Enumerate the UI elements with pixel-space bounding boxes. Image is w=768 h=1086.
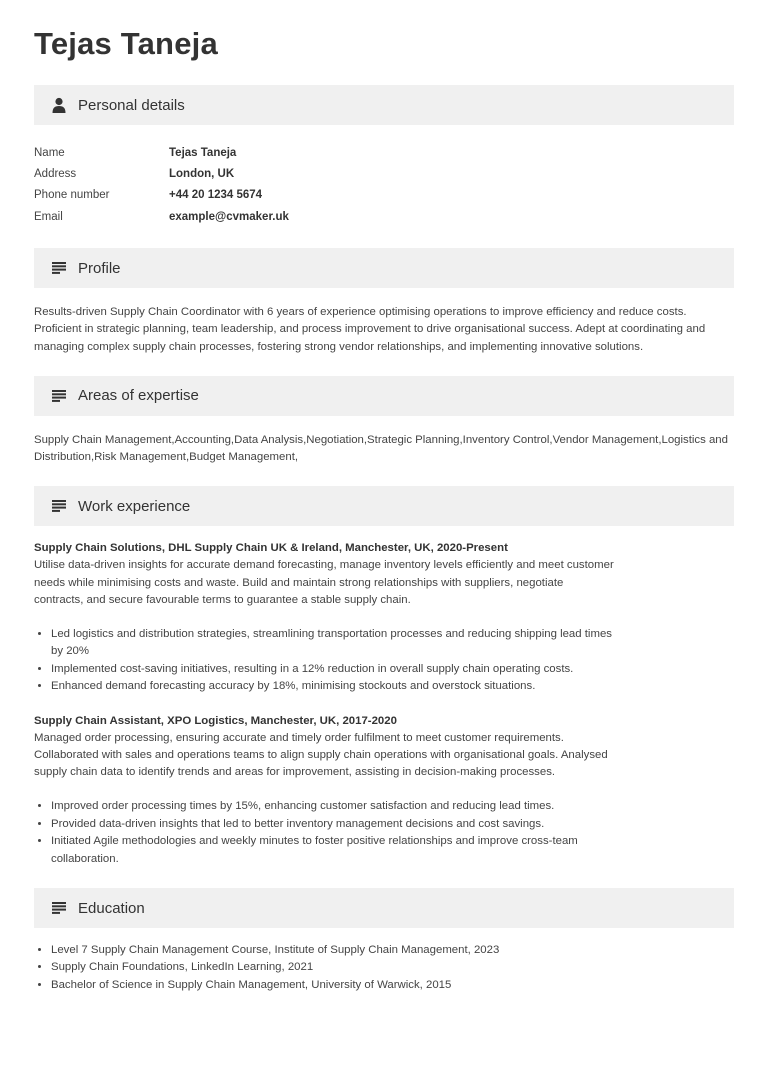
list-item: • Supply Chain Foundations, LinkedIn Learning, 2021 [51,959,734,976]
list-item: • Provided data-driven insights that led to better inventory management decisions and cost savings. [51,816,614,833]
detail-row-address [34,163,734,184]
section-header-profile [34,248,734,288]
section-title-work-experience: Work experience [78,497,191,515]
text-lines-icon [50,497,68,515]
person-icon [50,96,68,114]
education-list [34,942,734,994]
section-header-work-experience [34,486,734,526]
section-title-expertise: Areas of expertise [78,387,199,405]
text-lines-icon [50,899,68,917]
job-achievements [34,798,614,868]
section-title-profile: Profile [78,259,121,277]
section-header-personal-details [34,85,734,125]
job-title: Supply Chain Assistant, XPO Logistics, Manchester, UK, 2017-2020 [34,714,397,727]
job-entry [34,713,614,868]
job-description: Utilise data-driven insights for accurate demand forecasting, manage inventory levels efficiently and meet customer needs while minimising costs and waste. Build and maintain strong relationships with suppliers, negotiate contracts, and secure favourable terms to guarantee a stable supply chain. [34,559,614,606]
expertise-list: Supply Chain Management,Accounting,Data Analysis,Negotiation,Strategic Planning,Inventory Control,Vendor Management,Logistics and Distribution,Risk Management,Budget Management, [34,433,728,463]
list-item: • Implemented cost-saving initiatives, resulting in a 12% reduction in overall supply chain operating costs. [51,661,614,678]
section-header-expertise [34,376,734,416]
detail-label: Phone number [34,189,110,202]
section-header-education [34,888,734,928]
job-description: Managed order processing, ensuring accurate and timely order fulfilment to meet customer requirements. Collaborated with sales and operations teams to align supply chain operations with organisational goals. Analysed supply chain data to identify trends and areas for improvement, assisting in decision-making processes. [34,731,608,779]
section-title-education: Education [78,899,145,917]
profile-summary: Results-driven Supply Chain Coordinator with 6 years of experience optimising operations to improve efficiency and reduce costs. Proficient in strategic planning, team leadership, and process improvement to drive organisational success. Adept at coordinating and managing complex supply chain processes, fostering strong vendor relationships, and implementing innovative solutions. [34,306,706,353]
detail-value: London, UK [169,167,235,180]
list-item: • Initiated Agile methodologies and weekly minutes to foster positive relationships and improve cross-team collaboration. [51,833,614,868]
detail-label: Name [34,146,65,159]
detail-label: Address [34,167,77,180]
detail-label: Email [34,210,63,223]
list-item: • Led logistics and distribution strategies, streamlining transportation processes and reducing shipping lead times by 20% [51,626,614,661]
section-title-personal-details: Personal details [78,96,185,114]
detail-row-email [34,206,734,227]
detail-value: +44 20 1234 5674 [169,189,263,202]
job-entry [34,540,614,695]
list-item: • Enhanced demand forecasting accuracy by 18%, minimising stockouts and overstock situations. [51,678,614,695]
text-lines-icon [50,387,68,405]
job-title: Supply Chain Solutions, DHL Supply Chain UK & Ireland, Manchester, UK, 2020-Present [34,542,508,555]
candidate-name: Tejas Taneja [34,26,218,61]
personal-details-list [34,142,734,227]
detail-row-phone [34,185,734,206]
list-item: • Bachelor of Science in Supply Chain Management, University of Warwick, 2015 [51,977,734,994]
detail-row-name [34,142,734,163]
list-item: • Improved order processing times by 15%, enhancing customer satisfaction and reducing lead times. [51,798,614,815]
job-achievements [34,626,614,696]
text-lines-icon [50,259,68,277]
detail-value: example@cvmaker.uk [169,210,289,223]
list-item: • Level 7 Supply Chain Management Course, Institute of Supply Chain Management, 2023 [51,942,734,959]
detail-value: Tejas Taneja [169,146,237,159]
